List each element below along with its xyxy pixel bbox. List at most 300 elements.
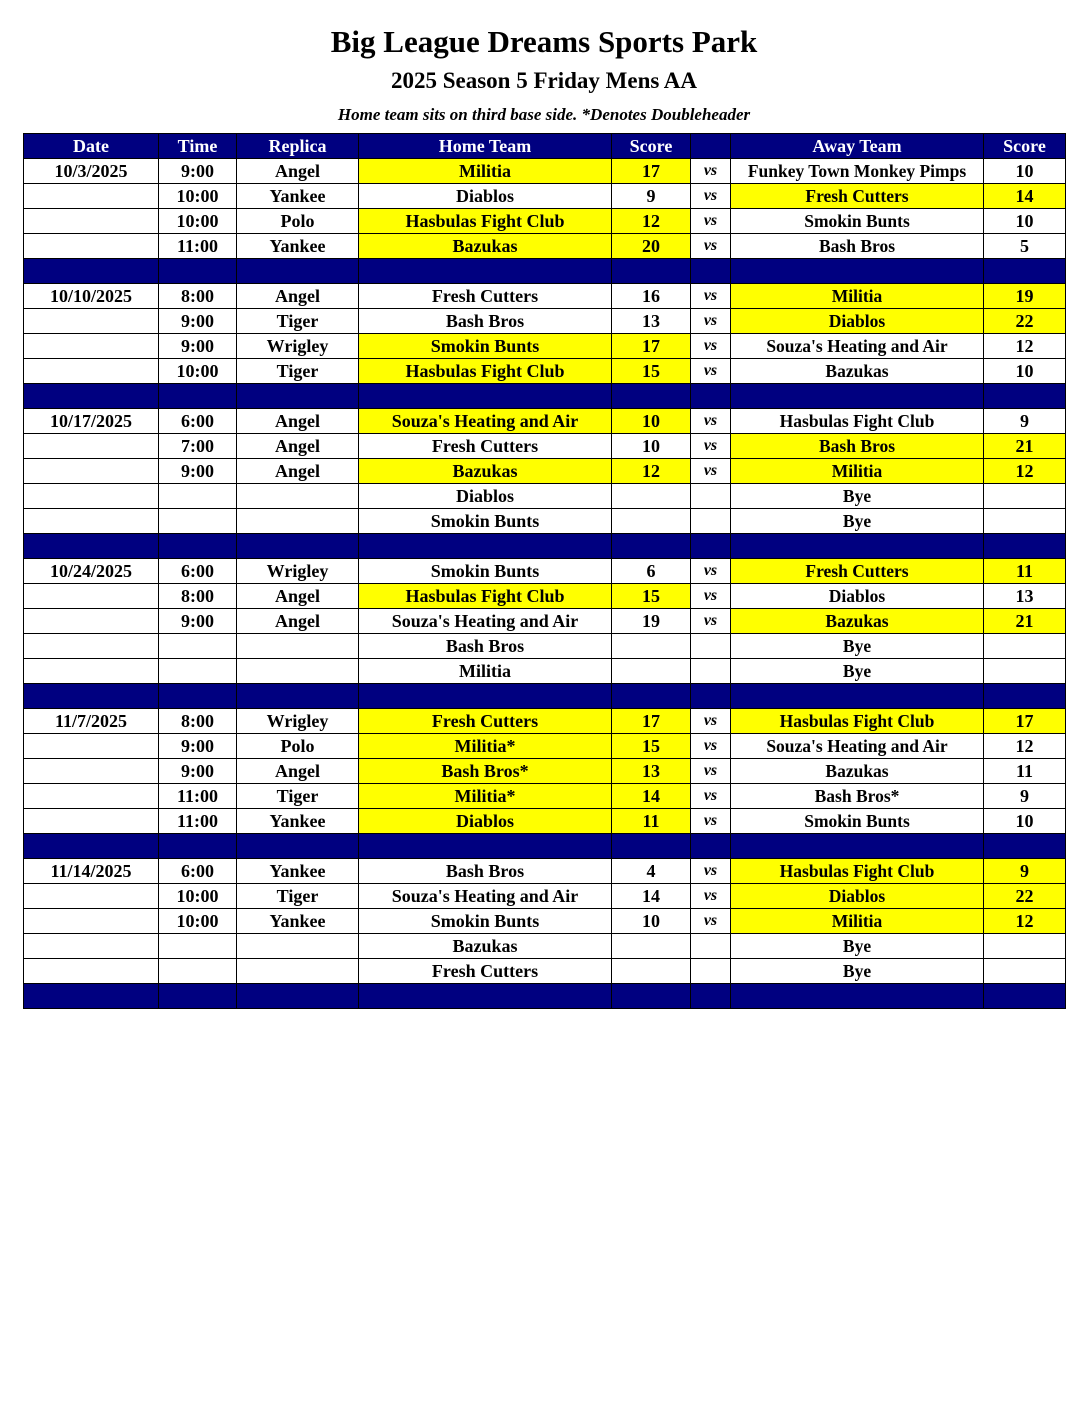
game-row xyxy=(24,659,1066,684)
separator-cell xyxy=(237,984,359,1009)
separator-cell xyxy=(359,384,612,409)
home-team-cell: Bash Bros xyxy=(359,309,612,334)
time-cell xyxy=(159,659,237,684)
time-cell xyxy=(159,934,237,959)
away-score-cell: 22 xyxy=(984,309,1066,334)
away-team-cell: Bash Bros xyxy=(731,434,984,459)
away-team-cell: Hasbulas Fight Club xyxy=(731,409,984,434)
week-separator-row xyxy=(24,534,1066,559)
game-row xyxy=(24,209,1066,234)
time-cell: 9:00 xyxy=(159,609,237,634)
date-cell xyxy=(24,509,159,534)
game-row xyxy=(24,184,1066,209)
vs-cell: vs xyxy=(691,334,731,359)
game-row xyxy=(24,884,1066,909)
time-cell xyxy=(159,509,237,534)
replica-cell: Wrigley xyxy=(237,334,359,359)
separator-cell xyxy=(159,684,237,709)
vs-cell: vs xyxy=(691,709,731,734)
time-cell: 11:00 xyxy=(159,784,237,809)
away-score-cell xyxy=(984,634,1066,659)
home-score-cell: 10 xyxy=(612,909,691,934)
separator-cell xyxy=(984,259,1066,284)
away-team-cell: Smokin Bunts xyxy=(731,809,984,834)
home-score-cell: 16 xyxy=(612,284,691,309)
away-score-cell: 10 xyxy=(984,809,1066,834)
vs-cell: vs xyxy=(691,234,731,259)
home-team-cell: Bazukas xyxy=(359,234,612,259)
date-cell xyxy=(24,784,159,809)
separator-cell xyxy=(612,384,691,409)
game-row xyxy=(24,809,1066,834)
vs-cell: vs xyxy=(691,784,731,809)
home-score-cell: 17 xyxy=(612,709,691,734)
home-score-cell: 14 xyxy=(612,884,691,909)
home-team-cell: Smokin Bunts xyxy=(359,509,612,534)
away-score-cell: 19 xyxy=(984,284,1066,309)
date-cell: 11/7/2025 xyxy=(24,709,159,734)
time-cell: 6:00 xyxy=(159,559,237,584)
home-score-cell: 13 xyxy=(612,309,691,334)
vs-cell: vs xyxy=(691,884,731,909)
game-row xyxy=(24,284,1066,309)
away-team-cell: Militia xyxy=(731,909,984,934)
separator-cell xyxy=(24,259,159,284)
time-cell xyxy=(159,484,237,509)
away-team-cell: Bye xyxy=(731,634,984,659)
time-cell: 11:00 xyxy=(159,809,237,834)
game-row xyxy=(24,559,1066,584)
away-score-cell: 12 xyxy=(984,734,1066,759)
home-team-cell: Smokin Bunts xyxy=(359,909,612,934)
game-row xyxy=(24,734,1066,759)
separator-cell xyxy=(359,259,612,284)
away-team-cell: Smokin Bunts xyxy=(731,209,984,234)
game-row xyxy=(24,709,1066,734)
time-cell: 9:00 xyxy=(159,459,237,484)
home-team-cell: Bazukas xyxy=(359,934,612,959)
vs-cell: vs xyxy=(691,734,731,759)
date-cell: 10/3/2025 xyxy=(24,159,159,184)
separator-cell xyxy=(612,984,691,1009)
away-score-cell: 9 xyxy=(984,409,1066,434)
time-cell: 6:00 xyxy=(159,409,237,434)
separator-cell xyxy=(359,534,612,559)
away-score-cell: 10 xyxy=(984,209,1066,234)
replica-cell: Yankee xyxy=(237,184,359,209)
away-score-cell: 12 xyxy=(984,334,1066,359)
replica-cell: Angel xyxy=(237,159,359,184)
replica-cell: Yankee xyxy=(237,234,359,259)
date-cell xyxy=(24,959,159,984)
home-score-cell: 14 xyxy=(612,784,691,809)
game-row xyxy=(24,584,1066,609)
separator-cell xyxy=(237,534,359,559)
separator-cell xyxy=(237,384,359,409)
home-team-cell: Bash Bros xyxy=(359,634,612,659)
game-row xyxy=(24,959,1066,984)
replica-cell xyxy=(237,509,359,534)
away-score-cell xyxy=(984,484,1066,509)
column-header-replica: Replica xyxy=(237,134,359,159)
away-team-cell: Bazukas xyxy=(731,359,984,384)
week-separator-row xyxy=(24,984,1066,1009)
replica-cell xyxy=(237,934,359,959)
separator-cell xyxy=(159,384,237,409)
date-cell xyxy=(24,484,159,509)
replica-cell: Angel xyxy=(237,284,359,309)
date-cell xyxy=(24,934,159,959)
replica-cell: Angel xyxy=(237,434,359,459)
separator-cell xyxy=(984,834,1066,859)
vs-cell xyxy=(691,634,731,659)
separator-cell xyxy=(237,684,359,709)
home-score-cell: 12 xyxy=(612,459,691,484)
away-score-cell: 10 xyxy=(984,359,1066,384)
away-team-cell: Fresh Cutters xyxy=(731,559,984,584)
schedule-table xyxy=(23,133,1066,1009)
column-header-home-score: Score xyxy=(612,134,691,159)
date-cell xyxy=(24,334,159,359)
away-score-cell: 21 xyxy=(984,609,1066,634)
date-cell: 11/14/2025 xyxy=(24,859,159,884)
away-score-cell: 17 xyxy=(984,709,1066,734)
separator-cell xyxy=(691,684,731,709)
vs-cell: vs xyxy=(691,284,731,309)
separator-cell xyxy=(237,834,359,859)
separator-cell xyxy=(159,534,237,559)
home-score-cell: 17 xyxy=(612,334,691,359)
replica-cell: Polo xyxy=(237,734,359,759)
game-row xyxy=(24,934,1066,959)
home-score-cell xyxy=(612,634,691,659)
away-team-cell: Hasbulas Fight Club xyxy=(731,859,984,884)
away-score-cell: 11 xyxy=(984,559,1066,584)
home-team-cell: Militia xyxy=(359,159,612,184)
vs-cell xyxy=(691,659,731,684)
column-header-vs xyxy=(691,134,731,159)
separator-cell xyxy=(24,684,159,709)
time-cell: 10:00 xyxy=(159,909,237,934)
home-score-cell: 4 xyxy=(612,859,691,884)
game-row xyxy=(24,434,1066,459)
away-team-cell: Diablos xyxy=(731,309,984,334)
home-team-cell: Souza's Heating and Air xyxy=(359,609,612,634)
away-team-cell: Militia xyxy=(731,284,984,309)
away-score-cell: 9 xyxy=(984,784,1066,809)
home-score-cell xyxy=(612,959,691,984)
column-header-away-score: Score xyxy=(984,134,1066,159)
separator-cell xyxy=(691,259,731,284)
column-header-home-team: Home Team xyxy=(359,134,612,159)
vs-cell xyxy=(691,484,731,509)
replica-cell: Tiger xyxy=(237,309,359,334)
column-header-date: Date xyxy=(24,134,159,159)
home-score-cell: 10 xyxy=(612,434,691,459)
replica-cell xyxy=(237,659,359,684)
table-header-row xyxy=(24,134,1066,159)
away-team-cell: Bye xyxy=(731,934,984,959)
vs-cell xyxy=(691,934,731,959)
home-team-cell: Fresh Cutters xyxy=(359,284,612,309)
home-team-cell: Diablos xyxy=(359,809,612,834)
time-cell: 8:00 xyxy=(159,284,237,309)
date-cell xyxy=(24,309,159,334)
separator-cell xyxy=(731,384,984,409)
date-cell xyxy=(24,634,159,659)
away-score-cell: 10 xyxy=(984,159,1066,184)
separator-cell xyxy=(984,384,1066,409)
time-cell: 6:00 xyxy=(159,859,237,884)
game-row xyxy=(24,634,1066,659)
vs-cell: vs xyxy=(691,909,731,934)
vs-cell: vs xyxy=(691,859,731,884)
away-team-cell: Funkey Town Monkey Pimps xyxy=(731,159,984,184)
home-score-cell: 11 xyxy=(612,809,691,834)
home-score-cell xyxy=(612,509,691,534)
home-team-cell: Diablos xyxy=(359,484,612,509)
time-cell: 9:00 xyxy=(159,159,237,184)
game-row xyxy=(24,359,1066,384)
home-team-cell: Hasbulas Fight Club xyxy=(359,359,612,384)
away-score-cell xyxy=(984,509,1066,534)
away-team-cell: Bash Bros* xyxy=(731,784,984,809)
home-score-cell: 13 xyxy=(612,759,691,784)
away-team-cell: Bye xyxy=(731,509,984,534)
separator-cell xyxy=(612,259,691,284)
date-cell xyxy=(24,184,159,209)
away-team-cell: Bazukas xyxy=(731,609,984,634)
time-cell: 9:00 xyxy=(159,734,237,759)
date-cell xyxy=(24,734,159,759)
away-team-cell: Hasbulas Fight Club xyxy=(731,709,984,734)
home-score-cell xyxy=(612,934,691,959)
vs-cell: vs xyxy=(691,459,731,484)
replica-cell: Yankee xyxy=(237,859,359,884)
separator-cell xyxy=(24,984,159,1009)
home-score-cell: 12 xyxy=(612,209,691,234)
home-team-cell: Bash Bros* xyxy=(359,759,612,784)
separator-cell xyxy=(612,834,691,859)
home-team-cell: Bazukas xyxy=(359,459,612,484)
home-team-cell: Militia* xyxy=(359,734,612,759)
page-subtitle: 2025 Season 5 Friday Mens AA xyxy=(390,68,698,93)
away-score-cell: 21 xyxy=(984,434,1066,459)
home-score-cell: 15 xyxy=(612,734,691,759)
home-team-cell: Fresh Cutters xyxy=(359,709,612,734)
date-cell xyxy=(24,909,159,934)
separator-cell xyxy=(984,984,1066,1009)
separator-cell xyxy=(159,259,237,284)
away-team-cell: Bye xyxy=(731,659,984,684)
separator-cell xyxy=(612,684,691,709)
column-header-time: Time xyxy=(159,134,237,159)
time-cell: 7:00 xyxy=(159,434,237,459)
vs-cell: vs xyxy=(691,159,731,184)
separator-cell xyxy=(984,684,1066,709)
home-score-cell: 15 xyxy=(612,359,691,384)
game-row xyxy=(24,159,1066,184)
vs-cell: vs xyxy=(691,584,731,609)
home-team-cell: Souza's Heating and Air xyxy=(359,409,612,434)
vs-cell xyxy=(691,959,731,984)
away-team-cell: Bye xyxy=(731,959,984,984)
time-cell: 10:00 xyxy=(159,359,237,384)
home-team-cell: Hasbulas Fight Club xyxy=(359,209,612,234)
time-cell xyxy=(159,634,237,659)
home-score-cell: 17 xyxy=(612,159,691,184)
vs-cell: vs xyxy=(691,409,731,434)
time-cell: 10:00 xyxy=(159,184,237,209)
replica-cell: Polo xyxy=(237,209,359,234)
separator-cell xyxy=(359,684,612,709)
away-score-cell: 14 xyxy=(984,184,1066,209)
home-team-cell: Smokin Bunts xyxy=(359,559,612,584)
away-team-cell: Diablos xyxy=(731,584,984,609)
time-cell: 9:00 xyxy=(159,759,237,784)
time-cell xyxy=(159,959,237,984)
vs-cell: vs xyxy=(691,809,731,834)
separator-cell xyxy=(691,384,731,409)
home-team-cell: Fresh Cutters xyxy=(359,959,612,984)
vs-cell: vs xyxy=(691,309,731,334)
away-score-cell: 12 xyxy=(984,459,1066,484)
separator-cell xyxy=(731,259,984,284)
separator-cell xyxy=(24,534,159,559)
page-title: Big League Dreams Sports Park xyxy=(330,24,758,59)
replica-cell xyxy=(237,959,359,984)
schedule-body xyxy=(24,159,1066,1009)
date-cell: 10/24/2025 xyxy=(24,559,159,584)
date-cell xyxy=(24,659,159,684)
home-team-cell: Diablos xyxy=(359,184,612,209)
game-row xyxy=(24,609,1066,634)
home-team-cell: Smokin Bunts xyxy=(359,334,612,359)
schedule-note: Home team sits on third base side. *Denotes Doubleheader xyxy=(337,105,751,124)
game-row xyxy=(24,409,1066,434)
replica-cell xyxy=(237,634,359,659)
date-cell xyxy=(24,359,159,384)
vs-cell: vs xyxy=(691,434,731,459)
time-cell: 9:00 xyxy=(159,309,237,334)
separator-cell xyxy=(691,534,731,559)
separator-cell xyxy=(237,259,359,284)
game-row xyxy=(24,509,1066,534)
week-separator-row xyxy=(24,684,1066,709)
vs-cell: vs xyxy=(691,759,731,784)
away-team-cell: Bye xyxy=(731,484,984,509)
date-cell xyxy=(24,434,159,459)
vs-cell: vs xyxy=(691,209,731,234)
vs-cell: vs xyxy=(691,359,731,384)
home-score-cell: 9 xyxy=(612,184,691,209)
date-cell xyxy=(24,609,159,634)
game-row xyxy=(24,309,1066,334)
week-separator-row xyxy=(24,384,1066,409)
separator-cell xyxy=(24,384,159,409)
date-cell xyxy=(24,209,159,234)
home-score-cell: 10 xyxy=(612,409,691,434)
replica-cell: Tiger xyxy=(237,359,359,384)
separator-cell xyxy=(691,834,731,859)
separator-cell xyxy=(731,834,984,859)
date-cell: 10/10/2025 xyxy=(24,284,159,309)
separator-cell xyxy=(359,984,612,1009)
away-score-cell xyxy=(984,659,1066,684)
replica-cell: Angel xyxy=(237,584,359,609)
home-score-cell: 6 xyxy=(612,559,691,584)
replica-cell xyxy=(237,484,359,509)
home-score-cell: 19 xyxy=(612,609,691,634)
home-team-cell: Militia* xyxy=(359,784,612,809)
home-score-cell xyxy=(612,659,691,684)
home-score-cell: 20 xyxy=(612,234,691,259)
game-row xyxy=(24,909,1066,934)
separator-cell xyxy=(984,534,1066,559)
date-cell xyxy=(24,884,159,909)
replica-cell: Wrigley xyxy=(237,709,359,734)
replica-cell: Angel xyxy=(237,459,359,484)
away-team-cell: Souza's Heating and Air xyxy=(731,734,984,759)
home-score-cell: 15 xyxy=(612,584,691,609)
away-score-cell xyxy=(984,959,1066,984)
separator-cell xyxy=(731,684,984,709)
away-team-cell: Diablos xyxy=(731,884,984,909)
separator-cell xyxy=(612,534,691,559)
week-separator-row xyxy=(24,834,1066,859)
game-row xyxy=(24,459,1066,484)
home-team-cell: Militia xyxy=(359,659,612,684)
vs-cell xyxy=(691,509,731,534)
away-team-cell: Bazukas xyxy=(731,759,984,784)
date-cell xyxy=(24,759,159,784)
replica-cell: Wrigley xyxy=(237,559,359,584)
game-row xyxy=(24,484,1066,509)
game-row xyxy=(24,859,1066,884)
separator-cell xyxy=(159,984,237,1009)
date-cell: 10/17/2025 xyxy=(24,409,159,434)
date-cell xyxy=(24,809,159,834)
replica-cell: Tiger xyxy=(237,884,359,909)
away-team-cell: Militia xyxy=(731,459,984,484)
column-header-away-team: Away Team xyxy=(731,134,984,159)
game-row xyxy=(24,759,1066,784)
separator-cell xyxy=(24,834,159,859)
week-separator-row xyxy=(24,259,1066,284)
replica-cell: Tiger xyxy=(237,784,359,809)
separator-cell xyxy=(159,834,237,859)
separator-cell xyxy=(691,984,731,1009)
replica-cell: Angel xyxy=(237,409,359,434)
away-score-cell: 5 xyxy=(984,234,1066,259)
away-team-cell: Bash Bros xyxy=(731,234,984,259)
home-team-cell: Hasbulas Fight Club xyxy=(359,584,612,609)
separator-cell xyxy=(731,534,984,559)
away-score-cell: 11 xyxy=(984,759,1066,784)
home-team-cell: Souza's Heating and Air xyxy=(359,884,612,909)
replica-cell: Angel xyxy=(237,759,359,784)
game-row xyxy=(24,784,1066,809)
vs-cell: vs xyxy=(691,609,731,634)
vs-cell: vs xyxy=(691,184,731,209)
date-cell xyxy=(24,459,159,484)
time-cell: 8:00 xyxy=(159,584,237,609)
replica-cell: Angel xyxy=(237,609,359,634)
separator-cell xyxy=(359,834,612,859)
time-cell: 11:00 xyxy=(159,234,237,259)
time-cell: 10:00 xyxy=(159,209,237,234)
replica-cell: Yankee xyxy=(237,809,359,834)
